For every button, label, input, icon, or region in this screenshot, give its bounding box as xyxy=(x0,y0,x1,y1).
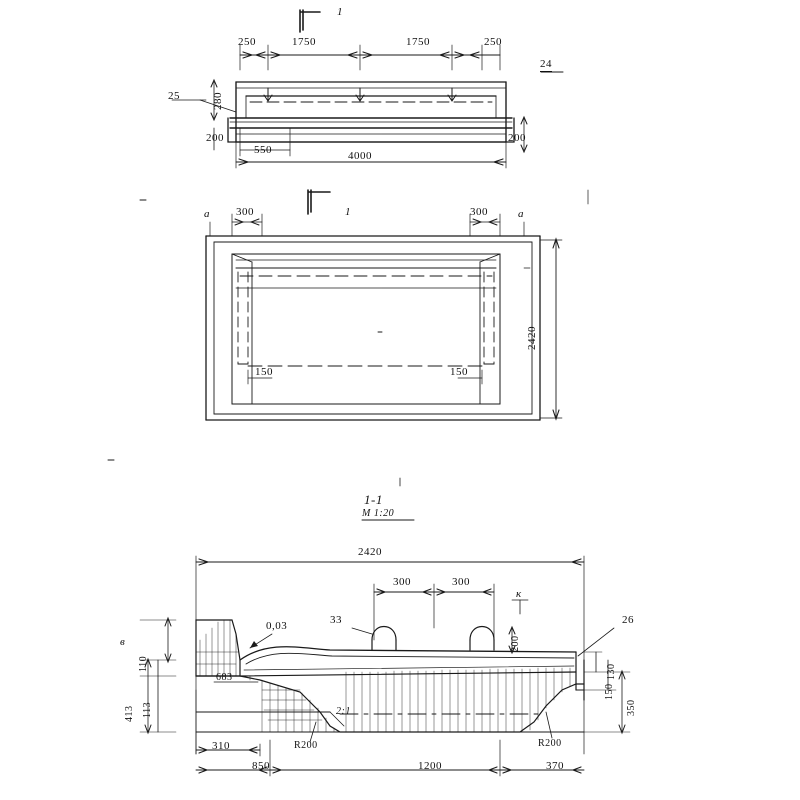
dim-850: 850 xyxy=(252,760,270,772)
mark-24: 24 xyxy=(540,58,552,70)
dim-300-sec-right: 300 xyxy=(452,576,470,588)
section-scale: М 1:20 xyxy=(362,508,395,519)
dim-2420-section: 2420 xyxy=(358,546,382,558)
dim-370: 370 xyxy=(546,760,564,772)
mark-33: 33 xyxy=(330,614,342,626)
dim-200-left: 200 xyxy=(206,132,224,144)
dim-413: 413 xyxy=(124,705,135,722)
label-v: в xyxy=(120,636,126,648)
dim-1750-left: 1750 xyxy=(292,36,316,48)
angle-2-1: 2:1 xyxy=(336,706,351,717)
dim-310: 310 xyxy=(212,740,230,752)
dim-1200: 1200 xyxy=(418,760,442,772)
dim-150-sec: 150 xyxy=(604,683,615,700)
dim-550: 550 xyxy=(254,144,272,156)
dim-130: 130 xyxy=(606,663,617,680)
dim-2420-plan: 2420 xyxy=(526,326,538,350)
dim-350: 350 xyxy=(626,699,637,716)
dim-280: 280 xyxy=(212,92,224,110)
mark-26: 26 xyxy=(622,614,634,626)
dim-113: 113 xyxy=(142,701,153,718)
dim-300-sec-left: 300 xyxy=(393,576,411,588)
dim-200-right: 200 xyxy=(508,132,526,144)
radius-left: R200 xyxy=(294,740,318,751)
dim-110: 110 xyxy=(138,655,149,672)
section-title: 1-1 xyxy=(364,492,383,507)
dim-150-right: 150 xyxy=(450,366,468,378)
section-mark-plan-1: 1 xyxy=(345,206,351,218)
slope-0-03: 0,03 xyxy=(266,620,288,632)
section-mark-top-1: 1 xyxy=(337,6,343,18)
mark-25: 25 xyxy=(168,90,180,102)
dim-150-left: 150 xyxy=(255,366,273,378)
dim-250-left: 250 xyxy=(238,36,256,48)
dim-300-right: 300 xyxy=(470,206,488,218)
dim-683: 683 xyxy=(216,672,233,683)
corner-mark-a-right: а xyxy=(518,208,524,220)
dim-200-sec: 200 xyxy=(510,635,521,652)
dim-1750-right: 1750 xyxy=(406,36,430,48)
mark-k: к xyxy=(516,588,522,600)
dim-250-right: 250 xyxy=(484,36,502,48)
radius-right: R200 xyxy=(538,738,562,749)
dim-300-left: 300 xyxy=(236,206,254,218)
dim-4000: 4000 xyxy=(348,150,372,162)
corner-mark-a-left: а xyxy=(204,208,210,220)
